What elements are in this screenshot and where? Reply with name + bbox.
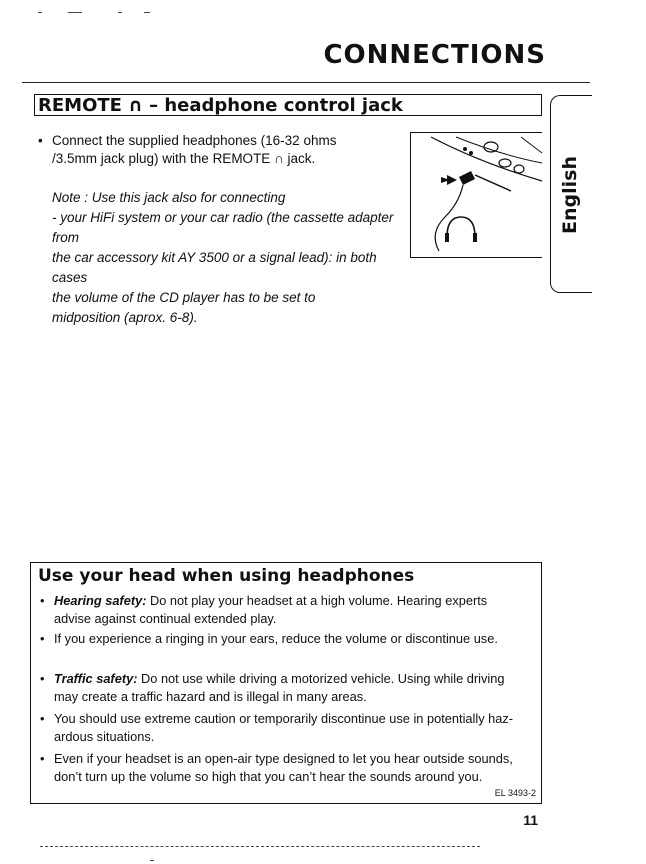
safety-item-hearing bbox=[54, 592, 534, 628]
scan-noise bbox=[40, 846, 480, 847]
connect-line-1: • Connect the supplied headphones (16-32 ohms bbox=[52, 133, 337, 148]
safety-item-ringing bbox=[54, 630, 534, 648]
note-line: midposition (aprox. 6-8). bbox=[52, 310, 198, 325]
note-line: Note : Use this jack also for connecting bbox=[52, 190, 286, 205]
safety-item-text: advise against continual extended play. bbox=[54, 611, 277, 626]
scan-speck bbox=[68, 12, 82, 13]
language-tab-label: English bbox=[559, 156, 581, 234]
page-number: 11 bbox=[523, 812, 538, 828]
safety-heading: Use your head when using headphones bbox=[38, 566, 415, 586]
safety-item-text: may create a traffic hazard and is illegal in many areas. bbox=[54, 689, 367, 704]
note-block bbox=[52, 188, 412, 328]
language-tab-label-wrap bbox=[552, 150, 588, 240]
safety-item-text: Do not play your headset at a high volume. Hearing experts bbox=[150, 593, 488, 608]
scan-speck bbox=[118, 12, 122, 13]
connect-line-2: /3.5mm jack plug) with the REMOTE ∩ jack. bbox=[52, 151, 316, 166]
safety-item-text: don’t turn up the volume so high that you can’t hear the sounds around you. bbox=[54, 769, 483, 784]
safety-item-label: Traffic safety: bbox=[54, 671, 138, 686]
safety-item-traffic bbox=[54, 670, 534, 706]
safety-item-open-air bbox=[54, 750, 534, 786]
safety-item-caution bbox=[54, 710, 534, 746]
safety-item-text: ardous situations. bbox=[54, 729, 155, 744]
safety-item-text: Even if your headset is an open-air type designed to let you hear outside sounds, bbox=[54, 751, 513, 766]
scan-speck bbox=[144, 12, 150, 13]
safety-item-text: You should use extreme caution or temporarily discontinue use in potentially haz- bbox=[54, 711, 514, 726]
connect-bullet bbox=[52, 132, 412, 168]
page-title: CONNECTIONS bbox=[323, 40, 546, 70]
safety-item-text: Do not use while driving a motorized vehicle. Using while driving bbox=[141, 671, 505, 686]
note-line: the car accessory kit AY 3500 or a signal lead): in both cases bbox=[52, 250, 377, 285]
arrow-icon bbox=[441, 175, 457, 185]
safety-item-label: Hearing safety: bbox=[54, 593, 147, 608]
document-code: EL 3493-2 bbox=[494, 788, 536, 798]
headphone-connection-illustration bbox=[410, 132, 542, 258]
note-line: - your HiFi system or your car radio (the cassette adapter from bbox=[52, 210, 394, 245]
scan-speck bbox=[150, 860, 154, 861]
headphone-icon bbox=[447, 217, 475, 237]
title-rule bbox=[22, 82, 590, 83]
cd-player-illustration bbox=[411, 133, 543, 259]
scan-speck bbox=[38, 12, 42, 13]
safety-item-text: If you experience a ringing in your ears, reduce the volume or discontinue use. bbox=[54, 631, 498, 646]
section-heading: REMOTE ∩ – headphone control jack bbox=[34, 94, 542, 116]
note-line: the volume of the CD player has to be set to bbox=[52, 290, 316, 305]
